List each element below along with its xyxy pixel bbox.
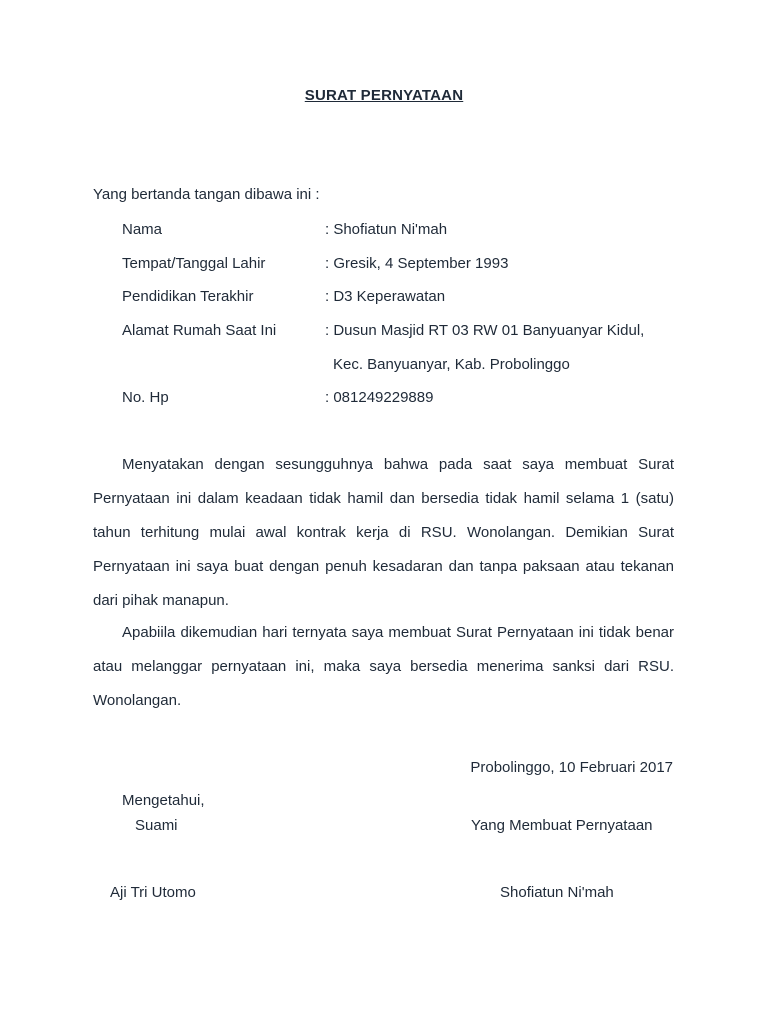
left-sign-role: Suami (135, 817, 178, 834)
document-title: SURAT PERNYATAAN (304, 87, 464, 104)
field-label-alamat: Alamat Rumah Saat Ini (122, 322, 277, 339)
field-value-alamat: : Dusun Masjid RT 03 RW 01 Banyuanyar Kidul, (325, 322, 645, 339)
field-label-ttl: Tempat/Tanggal Lahir (122, 255, 266, 272)
consequence-paragraph: Apabiila dikemudian hari ternyata saya membuat Surat Pernyataan ini tidak benar atau melanggar pernyataan ini, maka saya bersedia menerima sanksi dari RSU. Wonolangan. (93, 624, 674, 709)
field-label-nama: Nama (122, 221, 163, 238)
left-sign-heading: Mengetahui, (122, 792, 205, 809)
field-value-alamat-cont: Kec. Banyuanyar, Kab. Probolinggo (333, 356, 570, 373)
field-value-pendidikan: : D3 Keperawatan (325, 288, 446, 305)
field-value-ttl: : Gresik, 4 September 1993 (325, 255, 509, 272)
field-value-nama: : Shofiatun Ni'mah (325, 221, 448, 238)
right-sign-role: Yang Membuat Pernyataan (471, 817, 653, 834)
left-sign-name: Aji Tri Utomo (110, 884, 196, 901)
field-label-pendidikan: Pendidikan Terakhir (122, 288, 254, 305)
intro-text: Yang bertanda tangan dibawa ini : (93, 186, 320, 203)
statement-paragraph: Menyatakan dengan sesungguhnya bahwa pada saat saya membuat Surat Pernyataan ini dalam keadaan tidak hamil dan bersedia tidak hamil selama 1 (satu) tahun terhitung mulai awal kontrak kerja di RSU. Wonolangan. Demikian Surat Pernyataan ini saya buat dengan penuh kesadaran dan tanpa paksaan atau tekanan dari pihak manapun. (93, 456, 674, 609)
field-label-hp: No. Hp (122, 389, 169, 406)
right-sign-name: Shofiatun Ni'mah (500, 884, 614, 901)
field-value-hp: : 081249229889 (325, 389, 434, 406)
place-date: Probolinggo, 10 Februari 2017 (470, 759, 673, 776)
